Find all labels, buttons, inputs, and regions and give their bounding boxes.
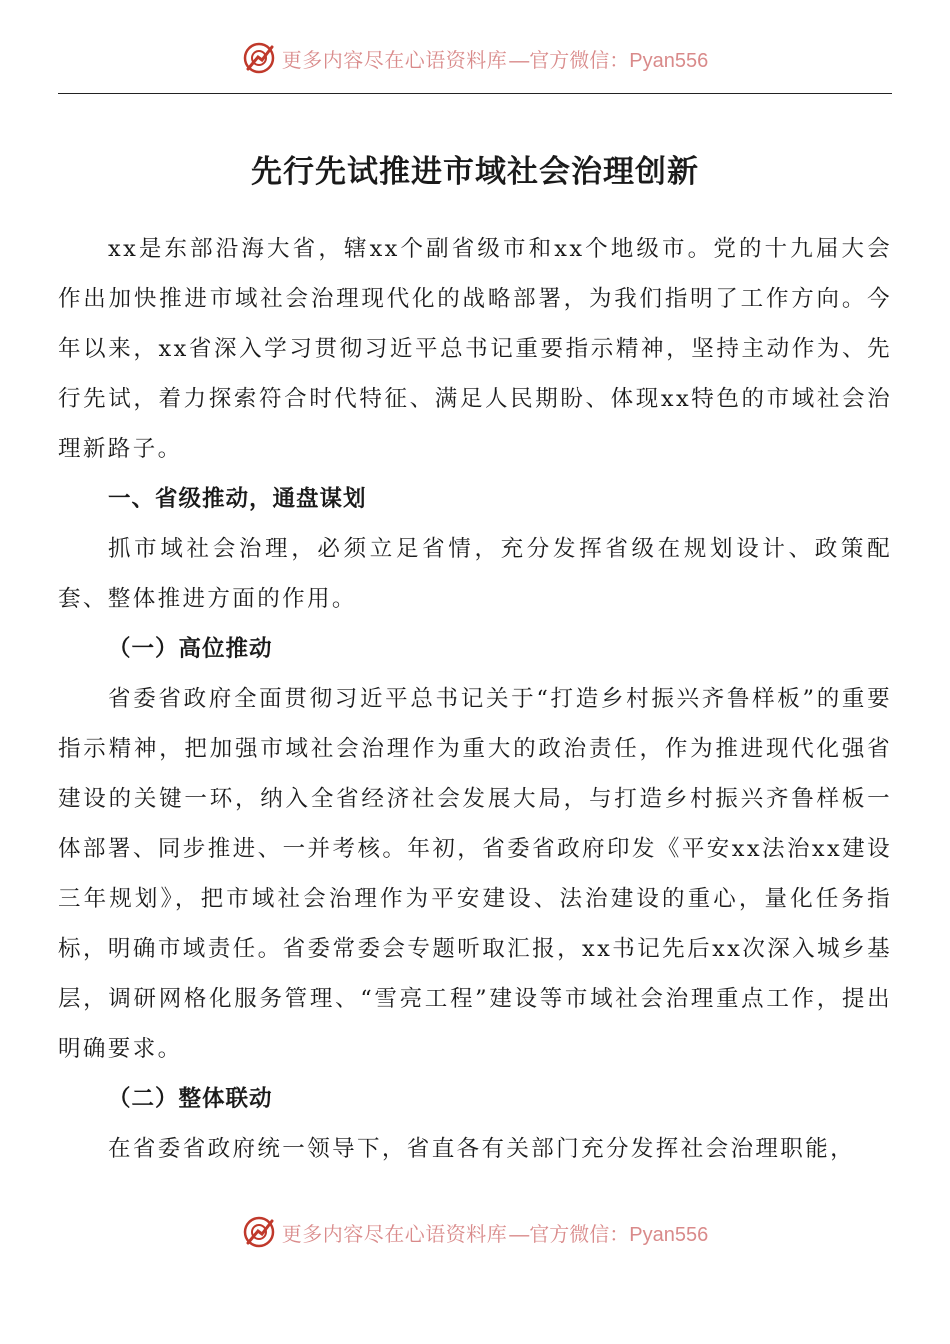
document-title: 先行先试推进市域社会治理创新	[251, 154, 699, 190]
footer-contact-text: —官方微信：Pyan556	[509, 1223, 709, 1246]
section-heading-1: 一、省级推动，通盘谋划	[108, 486, 367, 512]
header-divider	[58, 93, 892, 94]
subsection-1-paragraph: 省委省政府全面贯彻习近平总书记关于“打造乡村振兴齐鲁样板”的重要指示精神，把加强市域社会治理作为重大的政治责任，作为推进现代化强省建设的关键一环，纳入全省经济社会发展大局，与打造乡村振兴齐鲁样板一体部署、同步推进、一并考核。年初，省委省政府印发《平安xx法治xx建设三年规划》，把市域社会治理作为平安建设、法治建设的重心，量化任务指标，明确市域责任。省委常委会专题听取汇报，xx书记先后xx次深入城乡基层，调研网格化服务管理、“雪亮工程”建设等市域社会治理重点工作，提出明确要求。	[58, 686, 892, 1062]
intro-paragraph: xx是东部沿海大省，辖xx个副省级市和xx个地级市。党的十九届大会作出加快推进市域社会治理现代化的战略部署，为我们指明了工作方向。今年以来，xx省深入学习贯彻习近平总书记重要指示精神，坚持主动作为、先行先试，着力探索符合时代特征、满足人民期盼、体现xx特色的市域社会治理新路子。	[58, 236, 892, 462]
brand-logo-icon	[242, 41, 276, 75]
subsection-2-paragraph: 在省委省政府统一领导下，省直各有关部门充分发挥社会治理职能，	[108, 1136, 856, 1162]
subsection-heading-1: （一）高位推动	[108, 636, 273, 662]
section-1-paragraph: 抓市域社会治理，必须立足省情，充分发挥省级在规划设计、政策配套、整体推进方面的作用。	[58, 536, 892, 612]
footer-brand-text: 更多内容尽在心语资料库	[281, 1221, 508, 1246]
header-contact-text: —官方微信：Pyan556	[509, 49, 709, 72]
document-body	[58, 224, 892, 1174]
subsection-heading-2: （二）整体联动	[108, 1086, 273, 1112]
header-banner	[0, 38, 950, 78]
brand-logo-icon	[242, 1215, 276, 1249]
header-brand-text: 更多内容尽在心语资料库	[281, 47, 508, 72]
footer-banner	[0, 1212, 950, 1252]
